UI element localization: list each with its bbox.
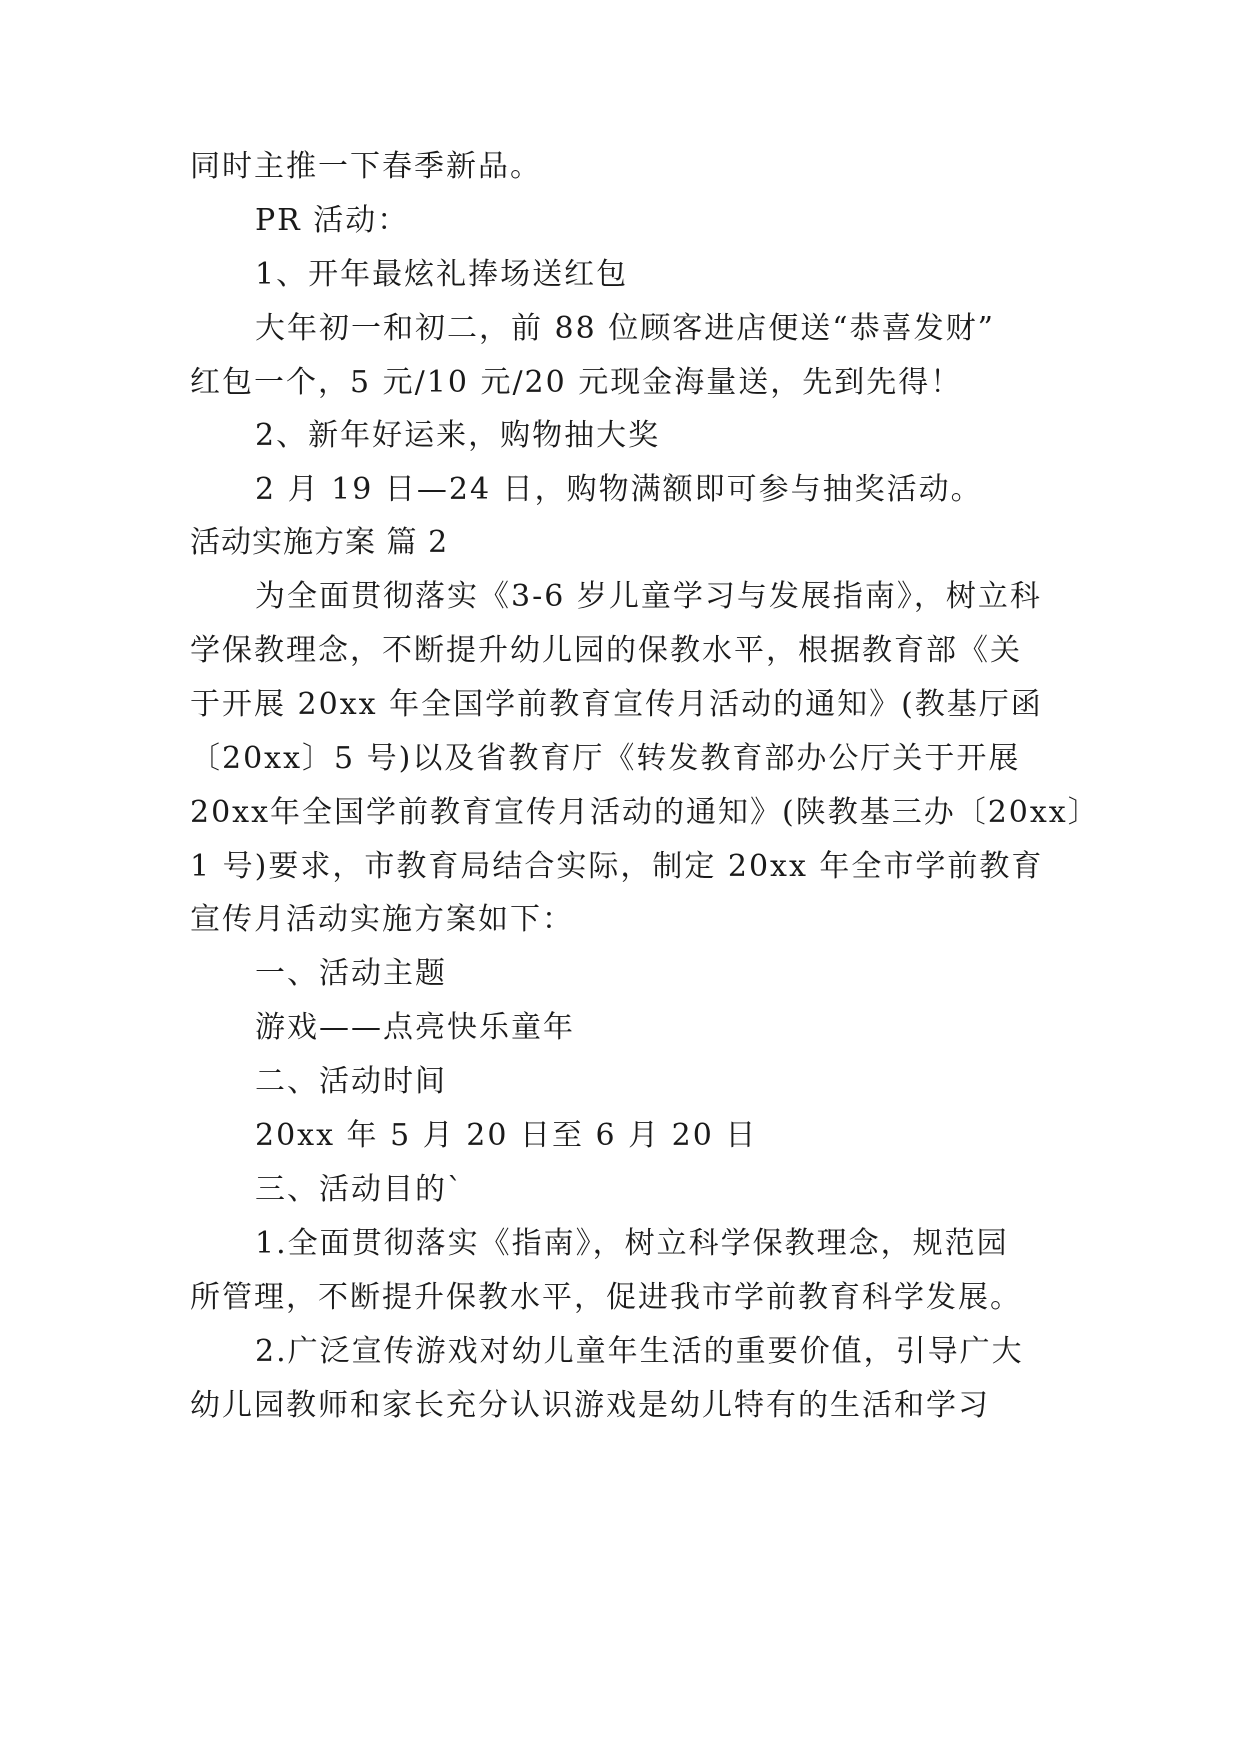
paragraph-line: 大年初一和初二，前 88 位顾客进店便送“恭喜发财” [255, 311, 995, 346]
section-title: 活动实施方案 篇 2 [190, 525, 449, 560]
paragraph-line: 幼儿园教师和家长充分认识游戏是幼儿特有的生活和学习 [190, 1388, 990, 1423]
paragraph-line: PR 活动： [255, 203, 410, 238]
subsection-heading: 一、活动主题 [255, 956, 447, 991]
paragraph-line: 20xx年全国学前教育宣传月活动的通知》(陕教基三办〔20xx〕 [190, 795, 1100, 830]
paragraph-line: 所管理，不断提升保教水平，促进我市学前教育科学发展。 [190, 1280, 1022, 1315]
paragraph-line: 1 号)要求，市教育局结合实际，制定 20xx 年全市学前教育 [190, 849, 1044, 884]
paragraph-line: 2 月 19 日—24 日，购物满额即可参与抽奖活动。 [255, 472, 983, 507]
paragraph-line: 同时主推一下春季新品。 [190, 149, 542, 184]
paragraph-line: 宣传月活动实施方案如下： [190, 902, 574, 937]
paragraph-line: 于开展 20xx 年全国学前教育宣传月活动的通知》(教基厅函 [190, 687, 1043, 722]
paragraph-line: 1.全面贯彻落实《指南》，树立科学保教理念，规范园 [255, 1226, 1009, 1261]
paragraph-line: 为全面贯彻落实《3-6 岁儿童学习与发展指南》，树立科 [255, 579, 1042, 614]
paragraph-line: 学保教理念，不断提升幼儿园的保教水平，根据教育部《关 [190, 633, 1022, 668]
subsection-heading: 二、活动时间 [255, 1064, 447, 1099]
paragraph-line: 游戏——点亮快乐童年 [255, 1010, 575, 1045]
paragraph-line: 〔20xx〕5 号)以及省教育厅《转发教育部办公厅关于开展 [190, 741, 1021, 776]
list-item-heading: 1、开年最炫礼捧场送红包 [255, 257, 629, 292]
list-item-heading: 2、新年好运来，购物抽大奖 [255, 418, 661, 453]
paragraph-line: 红包一个，5 元/10 元/20 元现金海量送，先到先得！ [190, 365, 963, 400]
paragraph-line: 20xx 年 5 月 20 日至 6 月 20 日 [255, 1118, 758, 1153]
paragraph-line: 2.广泛宣传游戏对幼儿童年生活的重要价值，引导广大 [255, 1334, 1024, 1369]
subsection-heading: 三、活动目的` [255, 1172, 464, 1207]
